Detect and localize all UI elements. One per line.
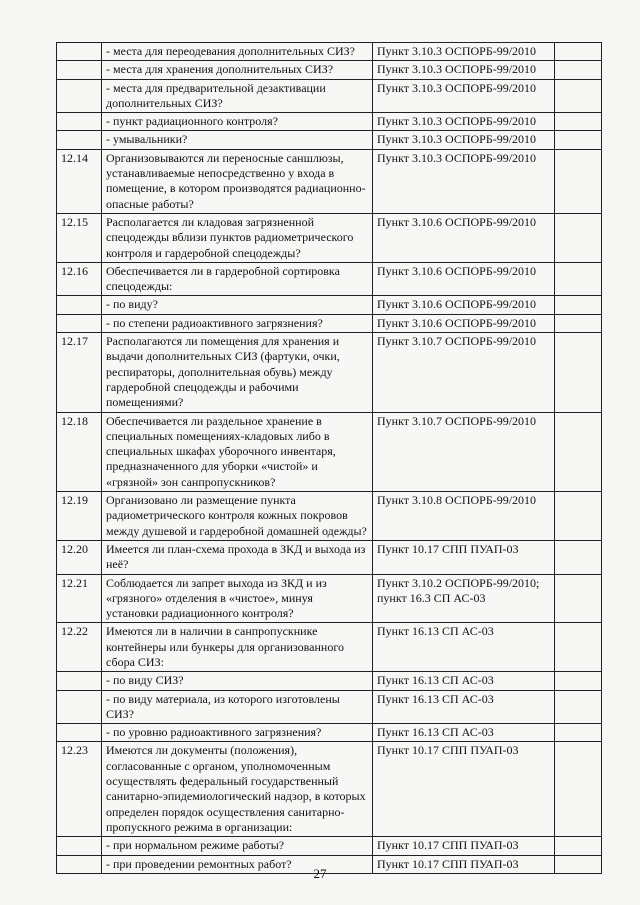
requirement-question: Обеспечивается ли в гардеробной сортировка спецодежды: <box>102 262 373 296</box>
table-row <box>57 333 602 412</box>
table-row <box>57 314 602 332</box>
regulation-reference: Пункт 3.10.6 ОСПОРБ-99/2010 <box>373 296 555 314</box>
item-number <box>57 131 102 149</box>
requirement-question: Обеспечивается ли раздельное хранение в специальных помещениях-кладовых либо в специальных шкафах уборочного инвентаря, предназначенного для уборки «чистой» и «грязной» зон санпропускников? <box>102 412 373 491</box>
item-number <box>57 61 102 79</box>
regulation-reference: Пункт 16.13 СП АС-03 <box>373 672 555 690</box>
requirement-question: Соблюдается ли запрет выхода из ЗКД и из «грязного» отделения в «чистое», минуя установки радиационного контроля? <box>102 574 373 623</box>
table-row <box>57 837 602 855</box>
regulation-reference: Пункт 3.10.3 ОСПОРБ-99/2010 <box>373 131 555 149</box>
item-number: 12.17 <box>57 333 102 412</box>
regulation-reference: Пункт 3.10.3 ОСПОРБ-99/2010 <box>373 61 555 79</box>
regulation-reference: Пункт 3.10.8 ОСПОРБ-99/2010 <box>373 492 555 541</box>
answer-cell <box>555 131 602 149</box>
item-number <box>57 314 102 332</box>
requirement-question: - места для предварительной дезактивации дополнительных СИЗ? <box>102 79 373 113</box>
answer-cell <box>555 61 602 79</box>
answer-cell <box>555 314 602 332</box>
requirement-question: Располагается ли кладовая загрязненной спецодежды вблизи пунктов радиометрического контроля и гардеробной спецодежды? <box>102 213 373 262</box>
answer-cell <box>555 149 602 213</box>
regulation-reference: Пункт 3.10.3 ОСПОРБ-99/2010 <box>373 43 555 61</box>
requirement-question: - при проведении ремонтных работ? <box>102 855 373 873</box>
regulation-reference: Пункт 16.13 СП АС-03 <box>373 724 555 742</box>
requirement-question: - места для переодевания дополнительных СИЗ? <box>102 43 373 61</box>
answer-cell <box>555 79 602 113</box>
item-number: 12.18 <box>57 412 102 491</box>
checklist-rows <box>57 43 602 874</box>
regulation-reference: Пункт 3.10.7 ОСПОРБ-99/2010 <box>373 412 555 491</box>
answer-cell <box>555 742 602 837</box>
item-number: 12.14 <box>57 149 102 213</box>
page-number: 27 <box>313 866 327 881</box>
table-row <box>57 412 602 491</box>
item-number: 12.15 <box>57 213 102 262</box>
answer-cell <box>555 333 602 412</box>
regulation-reference: Пункт 16.13 СП АС-03 <box>373 623 555 672</box>
answer-cell <box>555 837 602 855</box>
item-number <box>57 79 102 113</box>
table-row <box>57 574 602 623</box>
requirement-question: Имеются ли документы (положения), согласованные с органом, уполномоченным осуществлять федеральный государственный санитарно-эпидемиологический надзор, в которых определен порядок осуществления санитарно-пропускного режима в организации: <box>102 742 373 837</box>
answer-cell <box>555 213 602 262</box>
checklist-table <box>56 42 602 874</box>
item-number <box>57 690 102 724</box>
requirement-question: - по виду материала, из которого изготовлены СИЗ? <box>102 690 373 724</box>
table-row <box>57 742 602 837</box>
regulation-reference: Пункт 3.10.3 ОСПОРБ-99/2010 <box>373 113 555 131</box>
regulation-reference: Пункт 10.17 СПП ПУАП-03 <box>373 837 555 855</box>
item-number <box>57 43 102 61</box>
answer-cell <box>555 690 602 724</box>
item-number: 12.23 <box>57 742 102 837</box>
table-row <box>57 131 602 149</box>
requirement-question: Организовано ли размещение пункта радиометрического контроля кожных покровов между душевой и гардеробной домашней одежды? <box>102 492 373 541</box>
table-row <box>57 623 602 672</box>
answer-cell <box>555 540 602 574</box>
requirement-question: - места для хранения дополнительных СИЗ? <box>102 61 373 79</box>
regulation-reference: Пункт 16.13 СП АС-03 <box>373 690 555 724</box>
regulation-reference: Пункт 3.10.6 ОСПОРБ-99/2010 <box>373 314 555 332</box>
table-row <box>57 213 602 262</box>
item-number <box>57 296 102 314</box>
requirement-question: Имеется ли план-схема прохода в ЗКД и выхода из неё? <box>102 540 373 574</box>
answer-cell <box>555 412 602 491</box>
item-number: 12.22 <box>57 623 102 672</box>
requirement-question: Имеются ли в наличии в санпропускнике контейнеры или бункеры для организованного сбора СИЗ: <box>102 623 373 672</box>
requirement-question: - по виду? <box>102 296 373 314</box>
regulation-reference: Пункт 3.10.3 ОСПОРБ-99/2010 <box>373 149 555 213</box>
answer-cell <box>555 262 602 296</box>
item-number: 12.16 <box>57 262 102 296</box>
answer-cell <box>555 574 602 623</box>
regulation-reference: Пункт 3.10.6 ОСПОРБ-99/2010 <box>373 262 555 296</box>
table-row <box>57 113 602 131</box>
answer-cell <box>555 672 602 690</box>
answer-cell <box>555 113 602 131</box>
item-number <box>57 672 102 690</box>
item-number <box>57 113 102 131</box>
item-number: 12.21 <box>57 574 102 623</box>
regulation-reference: Пункт 10.17 СПП ПУАП-03 <box>373 742 555 837</box>
table-row <box>57 296 602 314</box>
answer-cell <box>555 492 602 541</box>
requirement-question: - пункт радиационного контроля? <box>102 113 373 131</box>
item-number: 12.20 <box>57 540 102 574</box>
requirement-question: Организовываются ли переносные саншлюзы, устанавливаемые непосредственно у входа в помещение, в котором производятся радиационно-опасные работы? <box>102 149 373 213</box>
regulation-reference: Пункт 3.10.6 ОСПОРБ-99/2010 <box>373 213 555 262</box>
table-row <box>57 672 602 690</box>
answer-cell <box>555 43 602 61</box>
table-row <box>57 61 602 79</box>
table-row <box>57 262 602 296</box>
table-row <box>57 690 602 724</box>
table-row <box>57 79 602 113</box>
requirement-question: - при нормальном режиме работы? <box>102 837 373 855</box>
regulation-reference: Пункт 3.10.3 ОСПОРБ-99/2010 <box>373 79 555 113</box>
requirement-question: - по виду СИЗ? <box>102 672 373 690</box>
regulation-reference: Пункт 10.17 СПП ПУАП-03 <box>373 855 555 873</box>
table-row <box>57 724 602 742</box>
item-number <box>57 837 102 855</box>
requirement-question: Располагаются ли помещения для хранения и выдачи дополнительных СИЗ (фартуки, очки, респираторы, дополнительная обувь) между гардеробной спецодежды и рабочими помещениями? <box>102 333 373 412</box>
table-row <box>57 43 602 61</box>
answer-cell <box>555 296 602 314</box>
answer-cell <box>555 724 602 742</box>
regulation-reference: Пункт 3.10.2 ОСПОРБ-99/2010; пункт 16.3 СП АС-03 <box>373 574 555 623</box>
item-number <box>57 724 102 742</box>
item-number: 12.19 <box>57 492 102 541</box>
table-row <box>57 540 602 574</box>
requirement-question: - умывальники? <box>102 131 373 149</box>
regulation-reference: Пункт 3.10.7 ОСПОРБ-99/2010 <box>373 333 555 412</box>
answer-cell <box>555 623 602 672</box>
requirement-question: - по степени радиоактивного загрязнения? <box>102 314 373 332</box>
regulation-reference: Пункт 10.17 СПП ПУАП-03 <box>373 540 555 574</box>
table-row <box>57 492 602 541</box>
table-row <box>57 149 602 213</box>
requirement-question: - по уровню радиоактивного загрязнения? <box>102 724 373 742</box>
